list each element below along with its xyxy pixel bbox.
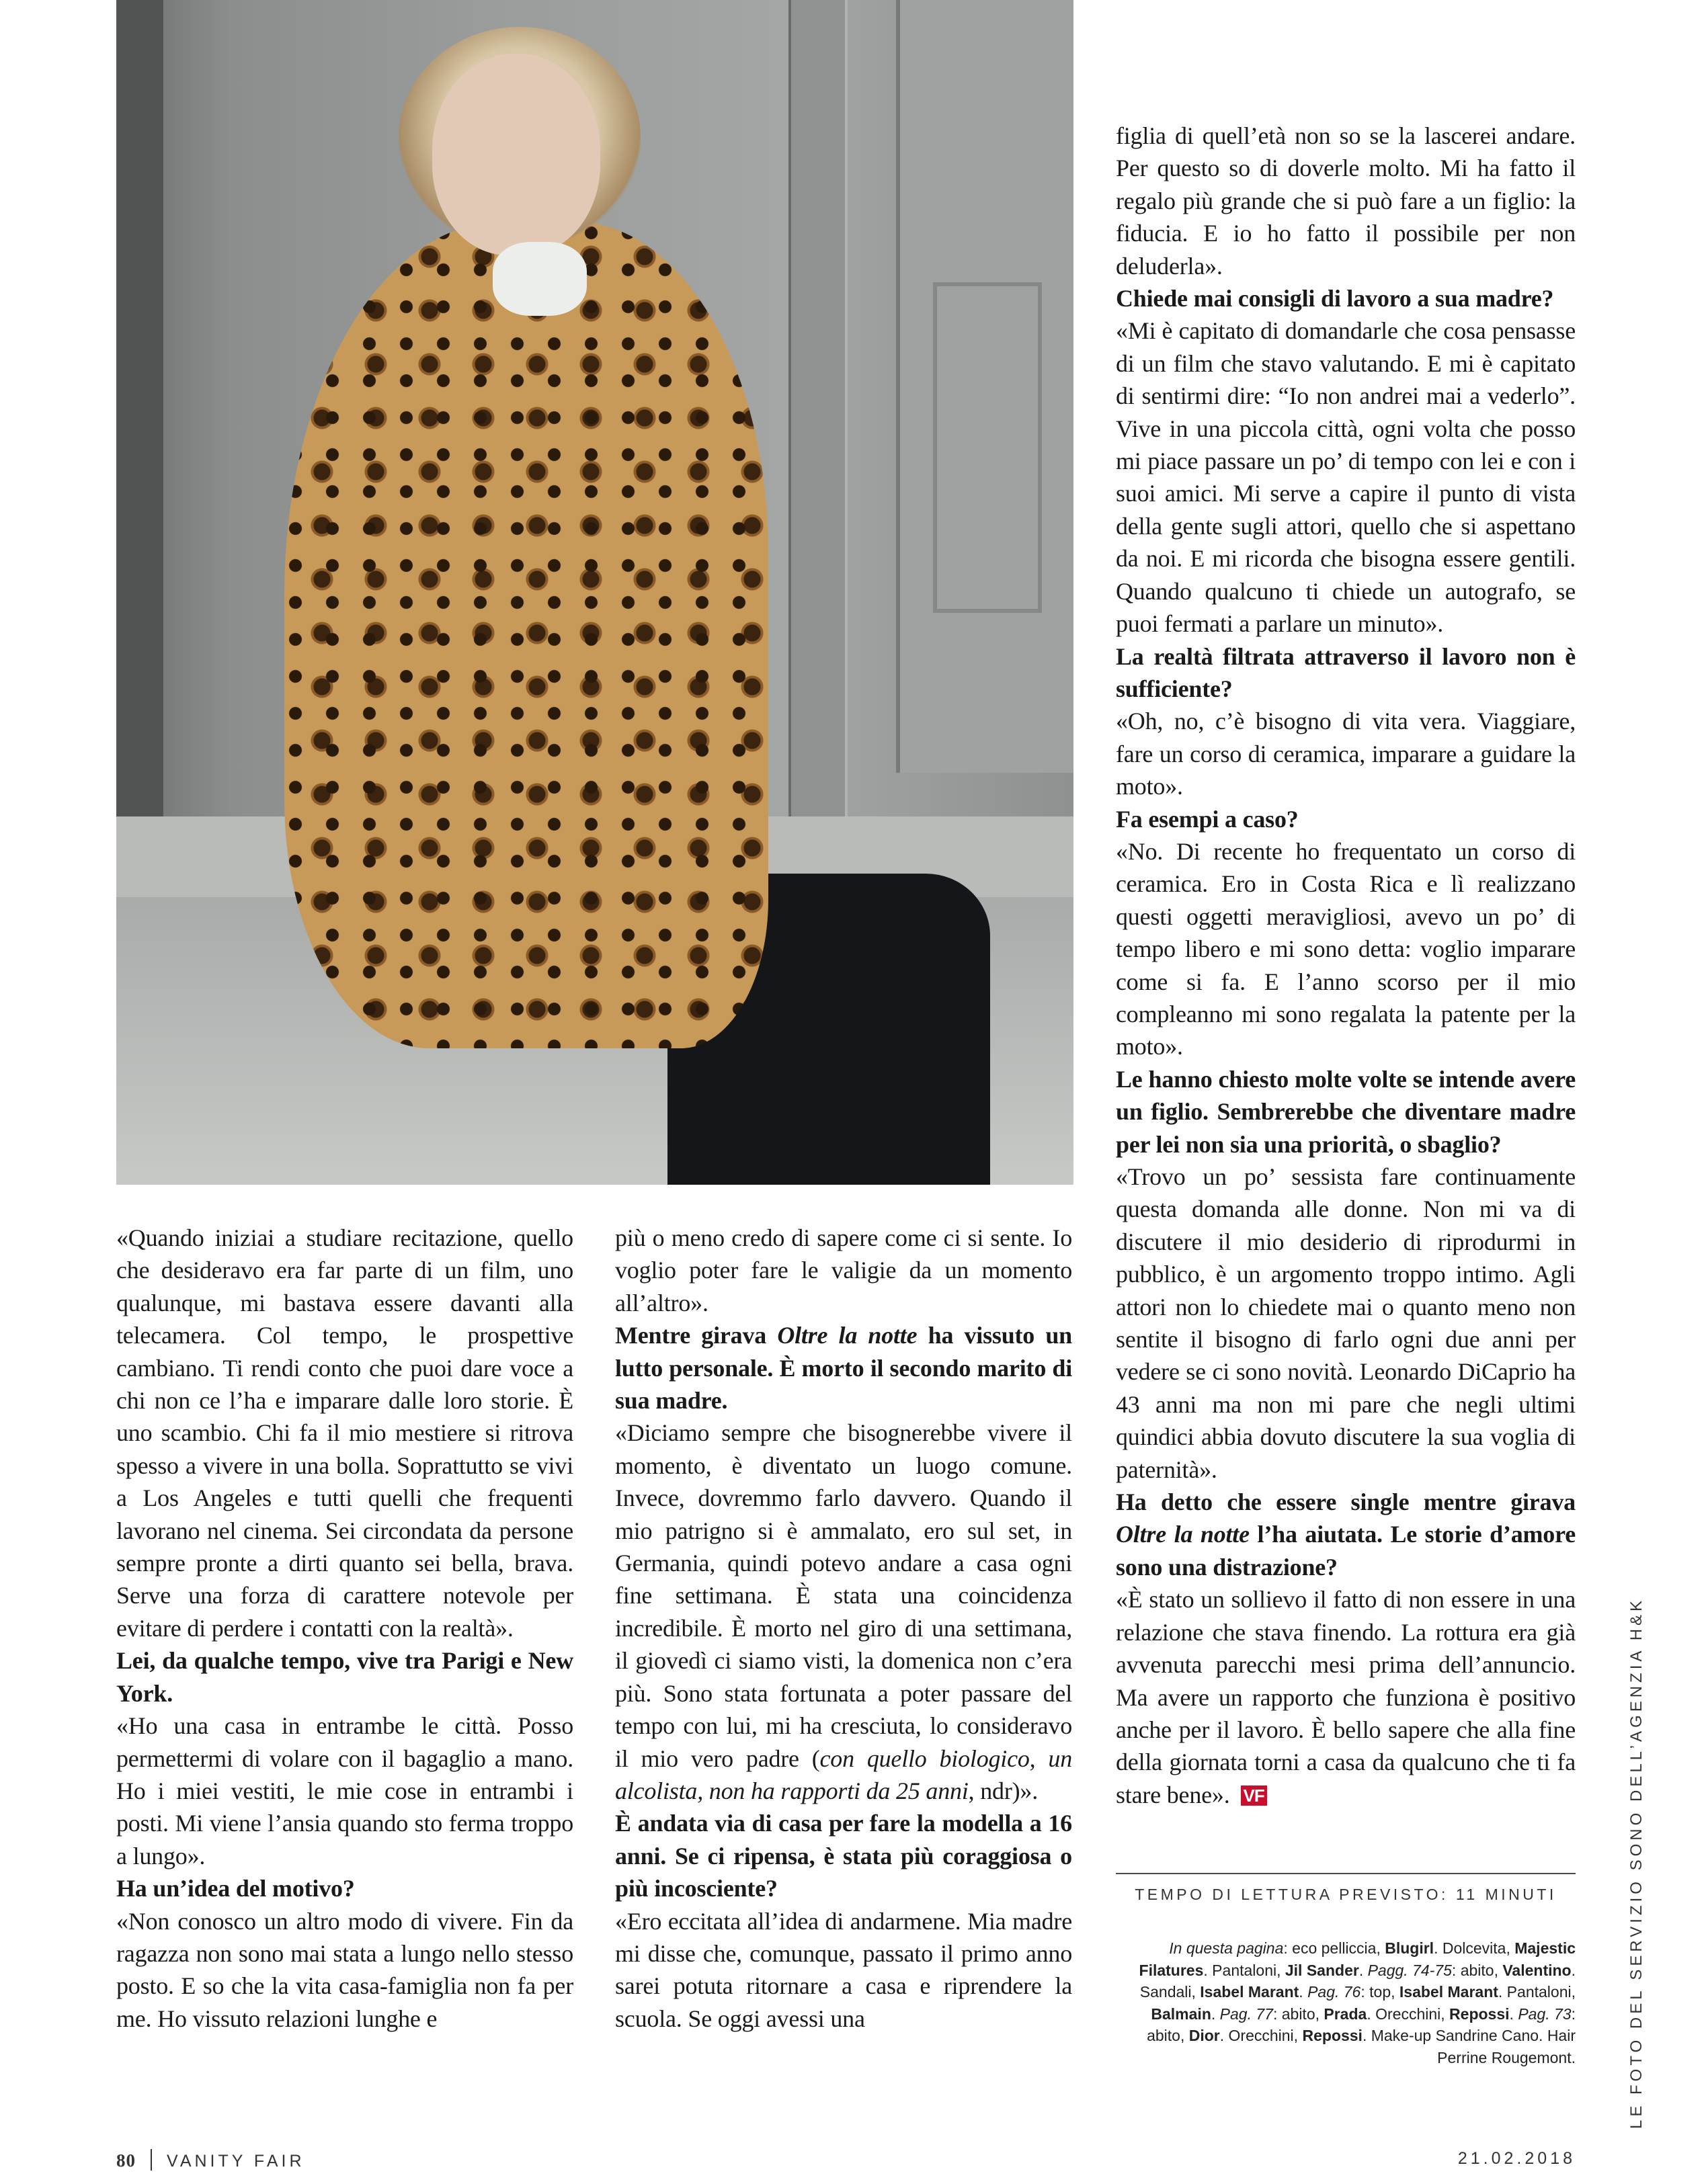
answer-text: «Diciamo sempre che bisognerebbe vivere il momento, è diventato un luogo comune. Invece, dovremmo farlo davvero. Quando il mio patrigno si è ammalato, ero sul set, in Germania, quindi potevo andare a casa ogni fine settimana. È stata una coincidenza incredibile. È morto nel giro di una settimana, il giovedì ci siamo visti, la domenica non c’era più. Sono stata fortunata a poter passare del tempo con lui, mi ha cresciuta, lo consideravo il mio vero padre ( xyxy=(615,1419,1072,1772)
credit-brand: Blugirl xyxy=(1385,1939,1434,1957)
question-text: ha vissuto un lutto personale. È morto il secondo marito di sua madre. xyxy=(615,1322,1072,1415)
photo-pillar xyxy=(788,0,848,833)
footer-folio xyxy=(116,2149,305,2171)
reading-time: TEMPO DI LETTURA PREVISTO: 11 MINUTI xyxy=(1135,1886,1557,1903)
credit-page-ref: Pagg. 74-75 xyxy=(1367,1961,1452,1979)
credit-brand: Dior xyxy=(1188,2027,1220,2044)
credit-text: : top, xyxy=(1360,1983,1399,2001)
credit-brand: Prada xyxy=(1324,2005,1367,2023)
credit-text: . Pantaloni, xyxy=(1498,1983,1576,2001)
cover-photo xyxy=(116,0,1073,1185)
folio-separator xyxy=(151,2149,152,2171)
credit-page-ref: In questa pagina xyxy=(1169,1939,1284,1957)
credit-page-ref: Pag. 73 xyxy=(1518,2005,1572,2023)
answer-paragraph: «Non conosco un altro modo di vivere. Fin da ragazza non sono mai stata a lungo nello stesso posto. E so che la vita casa-famiglia non fa per me. Ho vissuto relazioni lunghe e xyxy=(116,1907,573,2032)
answer-paragraph xyxy=(615,1417,1072,1807)
vf-end-mark: VF xyxy=(1241,1786,1267,1806)
credit-text: : abito, xyxy=(1147,2005,1576,2044)
question-text: Ha detto che essere single mentre girava xyxy=(1116,1488,1576,1516)
credit-text: . xyxy=(1509,2005,1518,2023)
photo-leopard-coat xyxy=(284,222,768,1048)
article-column-3 xyxy=(1116,120,1576,1811)
answer-paragraph: «Trovo un po’ sessista fare continuamente questa domanda alle donne. Non mi va di discutere il mio desiderio di riprodurmi in pubblico, è un argomento troppo intimo. Agli attori non lo chiedete mai o quanto meno non sentite il bisogno di farlo ogni due anni per vedere se ci sono novità. Leonardo DiCaprio ha 43 anni ma non mi pare che negli ultimi quindici abbia dovuto discutere la sua voglia di paternità». xyxy=(1116,1163,1576,1483)
photo-face xyxy=(432,54,600,255)
credit-brand: Repossi xyxy=(1302,2027,1363,2044)
answer-text: «È stato un sollievo il fatto di non essere in una relazione che stava finendo. La rottura era già avvenuta parecchi mesi prima dell’annuncio. Ma avere un rapporto che funziona è positivo anche per il lavoro. È bello sapere che alla fine della giornata torni a casa da qualcuno che ti fa stare bene». xyxy=(1116,1586,1576,1808)
answer-paragraph: figlia di quell’età non so se la lascerei andare. Per questo so di doverle molto. Mi ha fatto il regalo più grande che si può fare a un figlio: la fiducia. E io ho fatto il possibile per non deluderla». xyxy=(1116,122,1576,280)
page-number: 80 xyxy=(116,2150,136,2171)
photo-door-molding xyxy=(933,282,1042,613)
credit-text: . xyxy=(1211,2005,1220,2023)
film-title: Oltre la notte xyxy=(1116,1521,1250,1548)
reading-time-rule xyxy=(1116,1873,1576,1874)
credit-text: . Make-up Sandrine Cano. Hair Perrine Rougemont. xyxy=(1362,2027,1576,2066)
credit-text: : abito, xyxy=(1272,2005,1324,2023)
credit-brand: Repossi xyxy=(1449,2005,1510,2023)
credit-page-ref: Pag. 77 xyxy=(1219,2005,1273,2023)
credit-brand: Majestic Filatures xyxy=(1139,1939,1576,1979)
question-paragraph: Fa esempi a caso? xyxy=(1116,805,1299,833)
question-paragraph xyxy=(1116,1486,1576,1583)
credit-text: . Orecchini, xyxy=(1219,2027,1303,2044)
question-paragraph: Lei, da qualche tempo, vive tra Parigi e New York. xyxy=(116,1647,573,1707)
fashion-credits xyxy=(1116,1937,1576,2068)
answer-paragraph: «Quando iniziai a studiare recitazione, quello che desideravo era far parte di un film, uno qualunque, mi bastava essere davanti alla telecamera. Col tempo, le prospettive cambiano. Ti rendi conto che puoi dare voce a chi non ce l’ha e imparare dalle loro storie. È uno scambio. Chi fa il mio mestiere si ritrova spesso a vivere in una bolla. Soprattutto se vivi a Los Angeles e tutti quelli che frequenti lavorano nel cinema. Sei circondata da persone sempre pronte a dirti quanto sei bella, brava. Serve una forza di carattere notevole per evitare di perdere i contatti con la realtà». xyxy=(116,1224,573,1642)
question-paragraph: Chiede mai consigli di lavoro a sua madre? xyxy=(1116,285,1554,312)
credit-text: . xyxy=(1299,1983,1308,2001)
film-title: Oltre la notte xyxy=(777,1322,918,1349)
credit-text: . xyxy=(1358,1961,1368,1979)
credit-text: . Sandali, xyxy=(1139,1961,1576,2001)
answer-paragraph: «No. Di recente ho frequentato un corso di ceramica. Ero in Costa Rica e lì realizzano questi oggetti meravigliosi, avevo un po’ di tempo libero e mi sono detta: voglio imparare come si fa. E l’anno scorso per il mio compleanno mi sono regalata la patente per la moto». xyxy=(1116,837,1576,1060)
question-paragraph: Le hanno chiesto molte volte se intende avere un figlio. Sembrerebbe che diventare madre per lei non sia una priorità, o sbaglio? xyxy=(1116,1065,1576,1158)
answer-paragraph: «Mi è capitato di domandarle che cosa pensasse di un film che stavo valutando. E mi è capitato di sentirmi dire: “Io non andrei mai a vederlo”. Vive in una piccola città, ogni volta che posso mi piace passare un po’ di tempo con lei e con i suoi amici. Mi serve a capire il punto di vista della gente sugli attori, quello che si aspettano da noi. E mi ricorda che bisogna essere gentili. Quando qualcuno ti chiede un autografo, se puoi fermati a parlare un minuto». xyxy=(1116,317,1576,638)
question-paragraph: È andata via di casa per fare la modella a 16 anni. Se ci ripensa, è stata più coraggiosa o più incosciente? xyxy=(615,1810,1072,1902)
article-column-2 xyxy=(615,1222,1072,2035)
answer-paragraph: «Ho una casa in entrambe le città. Posso permettermi di volare con il bagaglio a mano. Ho i miei vestiti, le mie cose in entrambi i posti. Mi viene l’ansia quando sto ferma troppo a lungo». xyxy=(116,1712,573,1870)
question-text: Mentre girava xyxy=(615,1322,778,1349)
answer-paragraph: più o meno credo di sapere come ci si sente. Io voglio poter fare le valigie da un momento all’altro». xyxy=(615,1224,1072,1316)
credit-text: : eco pelliccia, xyxy=(1283,1939,1385,1957)
credit-text: . Orecchini, xyxy=(1367,2005,1450,2023)
question-paragraph xyxy=(615,1319,1072,1417)
magazine-name: VANITY FAIR xyxy=(167,2152,305,2171)
credit-brand: Isabel Marant xyxy=(1399,1983,1498,2001)
issue-date: 21.02.2018 xyxy=(1457,2149,1576,2168)
credit-text: . Pantaloni, xyxy=(1203,1961,1285,1979)
credit-page-ref: Pag. 76 xyxy=(1307,1983,1361,2001)
credit-text: : abito, xyxy=(1451,1961,1503,1979)
credit-brand: Isabel Marant xyxy=(1200,1983,1299,2001)
answer-paragraph: «Oh, no, c’è bisogno di vita vera. Viaggiare, fare un corso di ceramica, imparare a guidare la moto». xyxy=(1116,708,1576,800)
question-paragraph: Ha un’idea del motivo? xyxy=(116,1875,355,1902)
answer-paragraph xyxy=(1116,1583,1576,1811)
credit-text: . Dolcevita, xyxy=(1434,1939,1515,1957)
photo-turtleneck xyxy=(493,242,587,316)
credit-brand: Jil Sander xyxy=(1285,1961,1359,1979)
article-column-1 xyxy=(116,1222,573,2035)
answer-text: , ndr)». xyxy=(968,1777,1039,1804)
credit-brand: Balmain xyxy=(1151,2005,1211,2023)
photo-door-edge xyxy=(116,0,163,816)
question-paragraph: La realtà filtrata attraverso il lavoro non è sufficiente? xyxy=(1116,642,1576,702)
answer-paragraph: «Ero eccitata all’idea di andarmene. Mia madre mi disse che, comunque, passato il primo anno sarei potuta ritornare a casa e riprendere la scuola. Se oggi avessi una xyxy=(615,1907,1072,2032)
photo-agency-credit: LE FOTO DEL SERVIZIO SONO DELL’AGENZIA H&K xyxy=(1627,1597,1646,2129)
question-text: l’ha aiutata. Le storie d’amore sono una distrazione? xyxy=(1116,1521,1576,1581)
credit-brand: Valentino xyxy=(1502,1961,1572,1979)
editor-note: con quello biologico, un alcolista, non ha rapporti da 25 anni xyxy=(615,1745,1072,1804)
